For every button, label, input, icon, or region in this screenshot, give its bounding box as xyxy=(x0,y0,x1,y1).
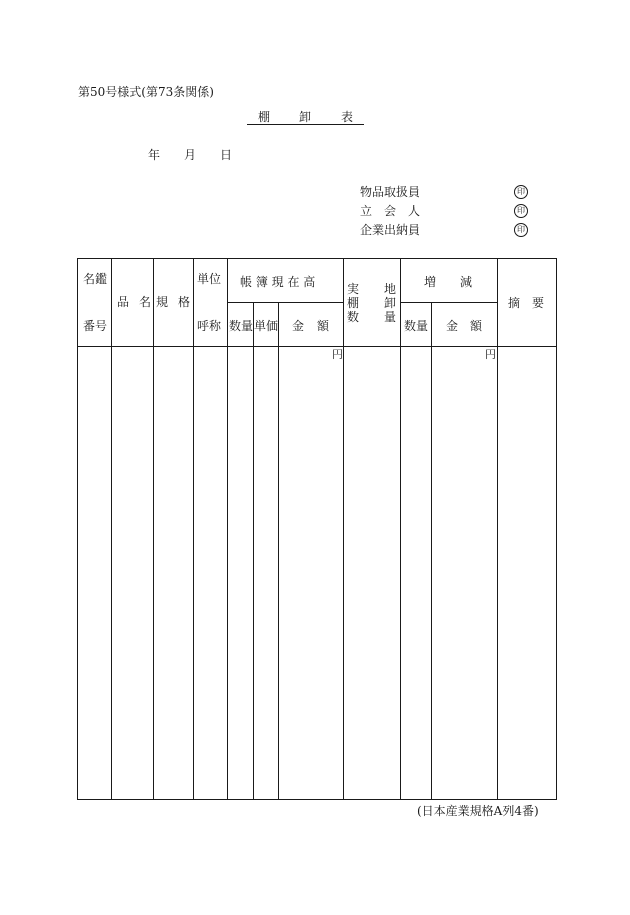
header-actual-char-3: 棚 xyxy=(347,296,360,310)
footer-paper-standard: (日本産業規格A列4番) xyxy=(417,804,539,818)
form-number: 第50号様式(第73条関係) xyxy=(78,85,214,99)
header-actual-char-4: 卸 xyxy=(384,296,397,310)
header-change-char-1: 増 xyxy=(424,275,437,289)
title-underline xyxy=(247,124,364,125)
header-actual-char-6: 量 xyxy=(384,310,397,324)
header-book-amount-char-1: 金 xyxy=(292,319,305,333)
signature-role-2-char-3: 人 xyxy=(408,204,421,218)
date-day: 日 xyxy=(220,148,233,162)
header-change-amount-char-1: 金 xyxy=(446,319,459,333)
date-year: 年 xyxy=(148,148,161,162)
header-actual-char-2: 地 xyxy=(384,282,397,296)
header-remarks-char-1: 摘 xyxy=(508,296,521,310)
header-change-char-2: 減 xyxy=(460,275,473,289)
signature-role-2-char-2: 会 xyxy=(384,204,397,218)
header-kikaku-char-2: 格 xyxy=(178,295,191,309)
seal-icon: 印 xyxy=(514,185,528,199)
header-actual-char-1: 実 xyxy=(347,282,360,296)
header-hinmei-char-2: 名 xyxy=(139,295,152,309)
seal-icon: 印 xyxy=(514,204,528,218)
page-title-char-1: 棚 xyxy=(258,110,271,124)
header-book-amount-char-2: 額 xyxy=(317,319,330,333)
header-change-amount-char-2: 額 xyxy=(470,319,483,333)
signature-role-1: 物品取扱員 xyxy=(360,185,421,199)
header-actual-char-5: 数 xyxy=(347,310,360,324)
header-change-quantity: 数量 xyxy=(404,319,429,333)
header-meikan-bottom: 番号 xyxy=(83,319,108,333)
page-title-char-2: 卸 xyxy=(299,110,312,124)
signature-role-2-char-1: 立 xyxy=(360,204,373,218)
table-outer-border xyxy=(78,259,557,800)
header-unit-top: 単位 xyxy=(197,272,222,286)
header-book-group: 帳 簿 現 在 高 xyxy=(240,275,316,289)
yen-mark-book-amount: 円 xyxy=(332,348,343,361)
header-remarks-char-2: 要 xyxy=(532,296,545,310)
header-unit-bottom: 呼称 xyxy=(197,319,222,333)
seal-icon: 印 xyxy=(514,223,528,237)
header-kikaku-char-1: 規 xyxy=(156,295,169,309)
signature-role-3: 企業出納員 xyxy=(360,223,421,237)
header-book-quantity: 数量 xyxy=(229,319,254,333)
header-book-unit-price: 単価 xyxy=(254,319,279,333)
date-month: 月 xyxy=(184,148,197,162)
yen-mark-change-amount: 円 xyxy=(485,348,496,361)
header-meikan-top: 名鑑 xyxy=(83,272,108,286)
page-title-char-3: 表 xyxy=(341,110,354,124)
header-hinmei-char-1: 品 xyxy=(117,295,130,309)
